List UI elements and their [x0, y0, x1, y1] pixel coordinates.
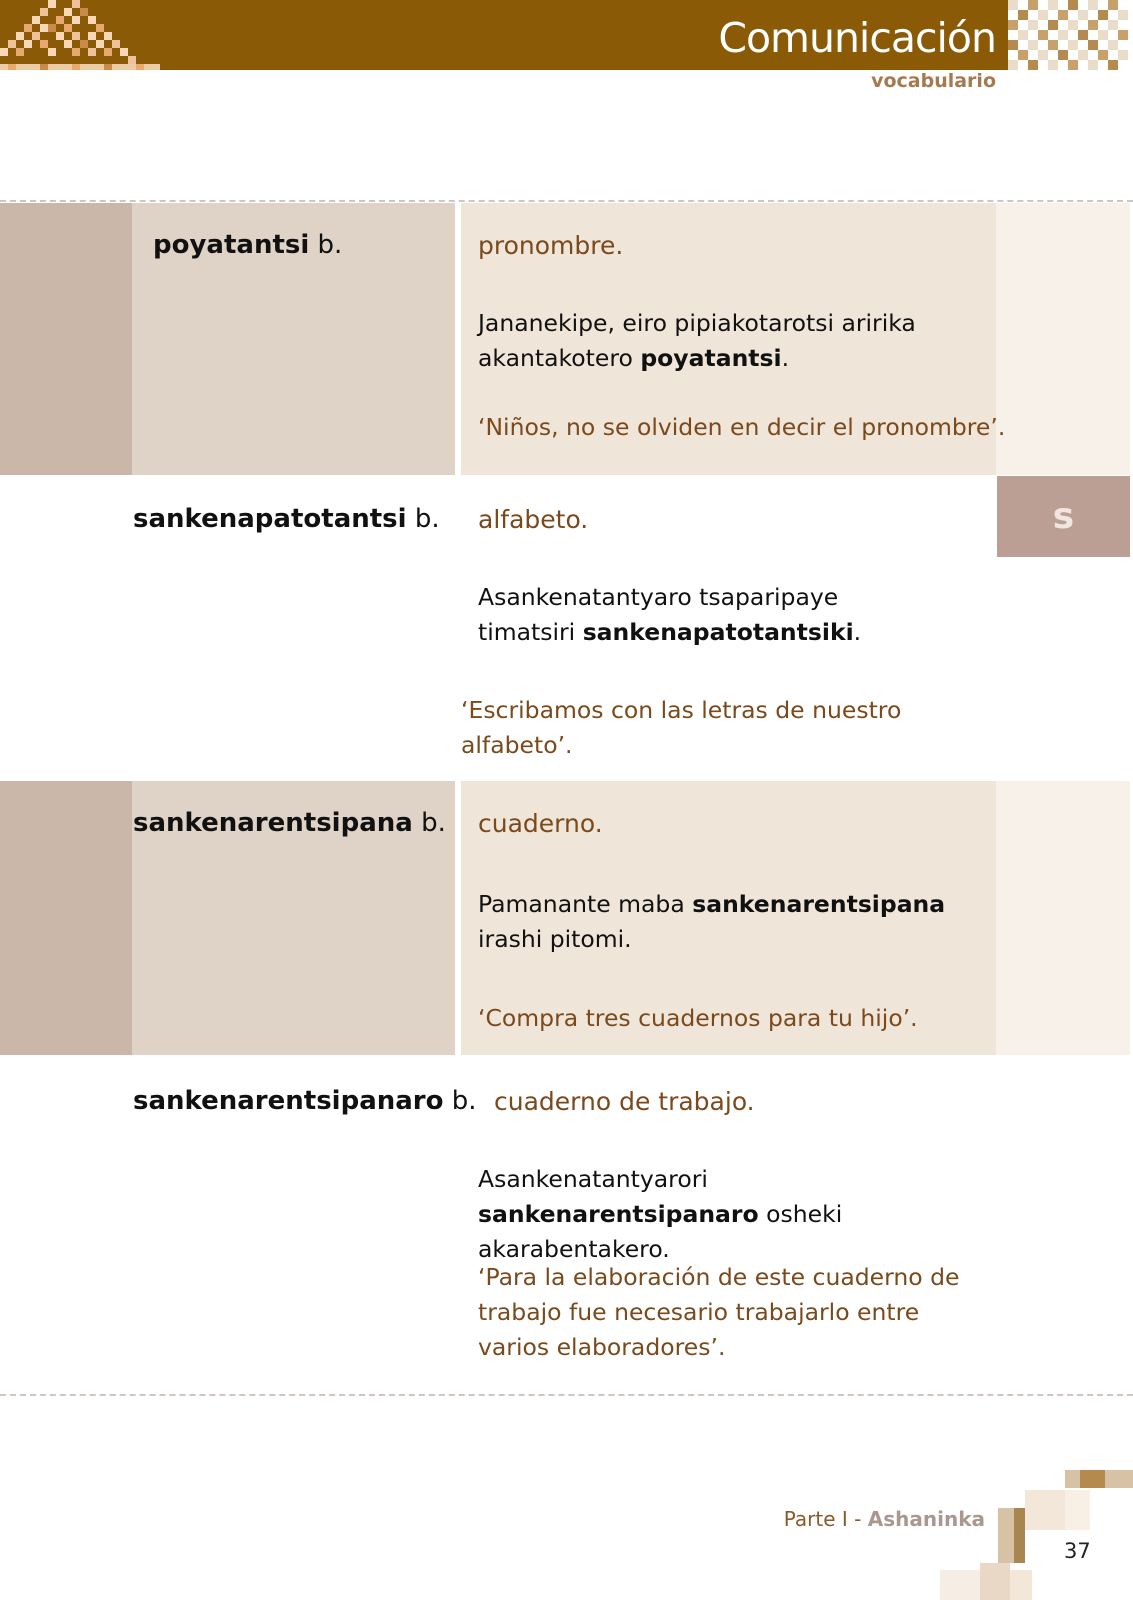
entry-example [478, 306, 948, 376]
woven-pattern-footer [940, 1470, 1133, 1600]
entry-meaning: cuaderno. [478, 809, 603, 838]
example-text-end: . [853, 618, 862, 646]
entry-meaning: cuaderno de trabajo. [494, 1087, 755, 1116]
entry-term [133, 808, 446, 839]
entry-headword: sankenapatotantsi [133, 504, 407, 534]
entry-translation: ‘Compra tres cuadernos para tu hijo’. [478, 1004, 918, 1032]
footer-label [784, 1507, 985, 1531]
example-text-end: irashi pitomi. [478, 925, 632, 953]
row1-band-left [0, 203, 132, 475]
entry-example [478, 887, 948, 957]
letter-tab: s [997, 476, 1130, 557]
entry-headword: poyatantsi [153, 230, 310, 260]
top-divider [0, 200, 1133, 202]
section-subtitle: vocabulario [871, 70, 996, 92]
entry-translation: ‘Niños, no se olviden en decir el pronombre’. [478, 413, 1006, 441]
entry-meaning: pronombre. [478, 231, 624, 260]
page-number: 37 [1064, 1539, 1091, 1563]
entry-meaning: alfabeto. [478, 505, 589, 534]
entry-pos: b. [317, 230, 343, 260]
entry-headword: sankenarentsipanaro [133, 1086, 444, 1116]
entry-translation: ‘Para la elaboración de este cuaderno de trabajo fue necesario trabajarlo entre varios elaboradores’. [478, 1263, 960, 1361]
entry-example [478, 1162, 978, 1267]
entry-term [133, 504, 440, 535]
example-text: Pamanante maba [478, 890, 693, 918]
entry-pos: b. [414, 504, 440, 534]
entry-headword: sankenarentsipana [133, 808, 413, 838]
row3-band-left [0, 781, 132, 1055]
example-headword: sankenapatotantsiki [582, 618, 854, 646]
footer-part: Parte I - [783, 1507, 868, 1531]
example-text: Jananekipe, eiro pipiakotarotsi aririka akantakotero [478, 309, 916, 372]
example-text: Asankenatantyarori [478, 1165, 708, 1193]
entry-pos: b. [421, 808, 446, 838]
entry-translation: ‘Escribamos con las letras de nuestro alfabeto’. [461, 696, 902, 759]
entry-term [153, 230, 342, 261]
example-text: Asankenatantyaro tsaparipaye timatsiri [478, 583, 839, 646]
example-headword: poyatantsi [640, 344, 782, 372]
woven-pattern-left [0, 0, 160, 72]
example-headword: sankenarentsipanaro [478, 1200, 759, 1228]
example-text-end: . [781, 344, 790, 372]
woven-pattern-right [1008, 0, 1133, 72]
entry-pos: b. [451, 1086, 477, 1116]
entry-term [133, 1086, 477, 1117]
example-text-end: osheki akarabentakero. [478, 1200, 843, 1263]
row3-band-right [996, 781, 1130, 1055]
footer-language: Ashaninka [867, 1507, 985, 1531]
bottom-divider [0, 1394, 1133, 1396]
section-title: Comunicación [718, 14, 996, 62]
entry-example [478, 580, 938, 650]
example-headword: sankenarentsipana [692, 890, 946, 918]
row1-band-right [996, 203, 1130, 475]
